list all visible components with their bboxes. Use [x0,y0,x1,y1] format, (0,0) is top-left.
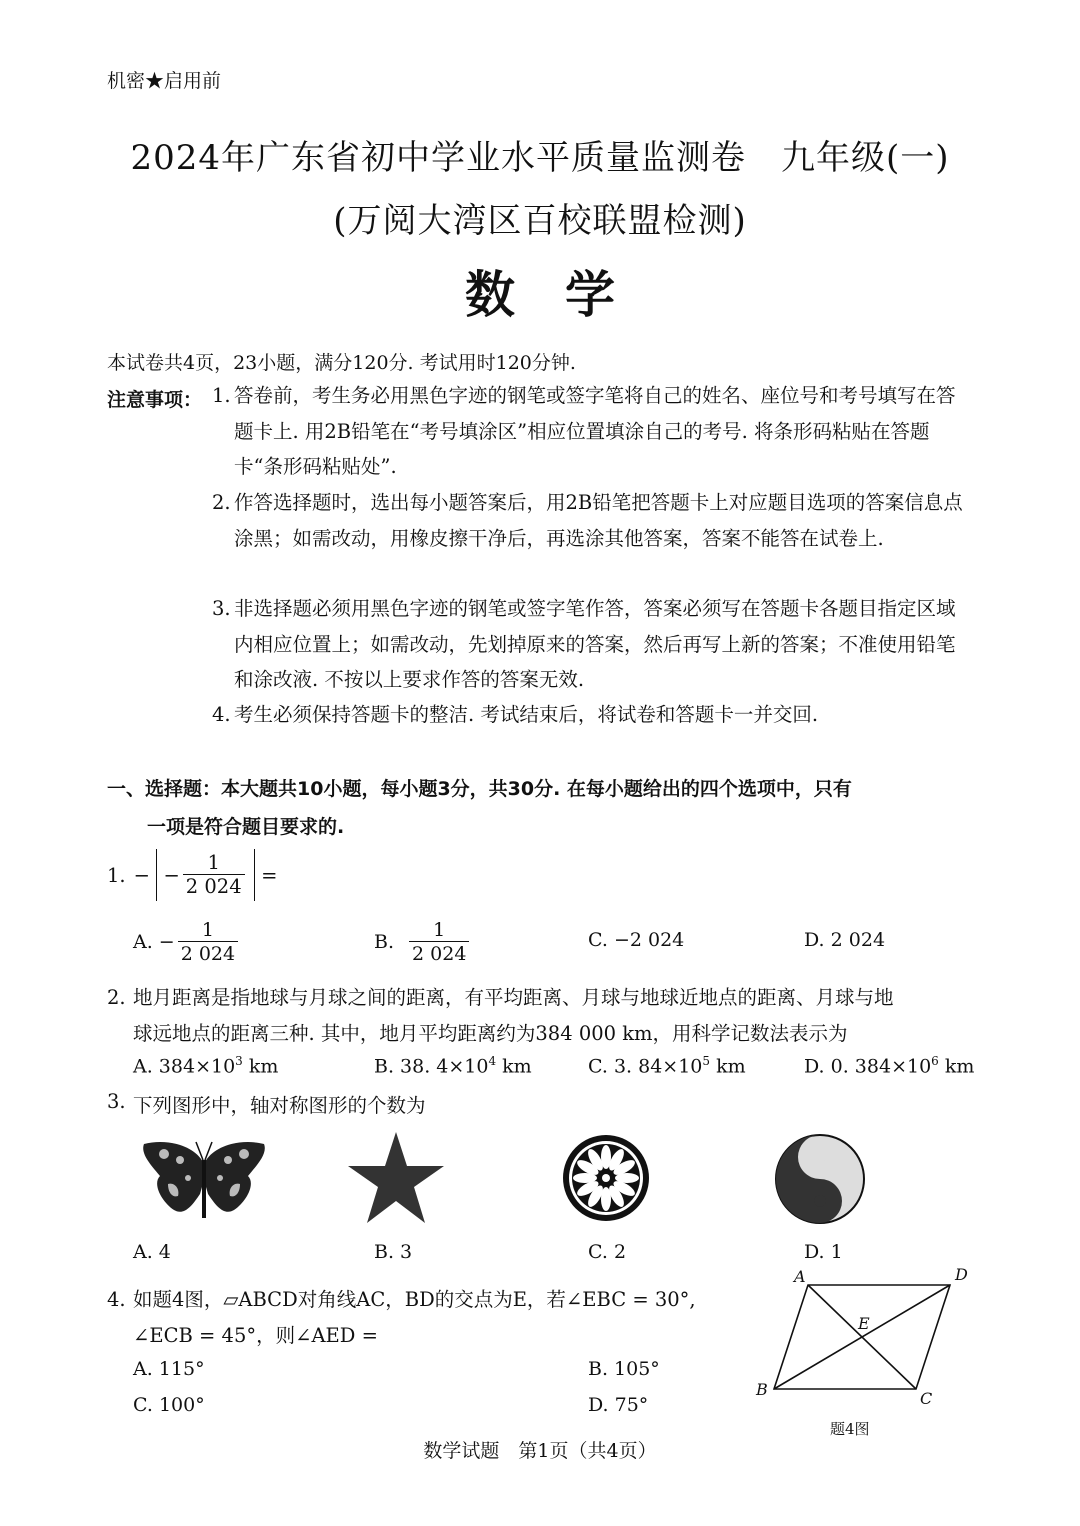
numerator: 1 [201,918,214,941]
note-item [212,591,977,701]
note-number: 2. [212,491,231,514]
option-c: C. 100° [133,1394,205,1416]
exponent: 4 [488,1054,497,1068]
option-c: C. −2 024 [588,929,685,951]
option-a [133,914,241,970]
exponent: 3 [235,1054,243,1068]
page-footer: 数学试题 第1页（共4页） [423,1440,657,1462]
option-label: B. [374,931,395,953]
rose-window-figure [561,1133,651,1223]
option-b: B. 3 [374,1241,413,1263]
label-e: E [858,1314,870,1333]
note-number: 3. [212,597,231,620]
unit: km [710,1055,746,1078]
option-d: D. 75° [588,1394,649,1416]
option-d [804,1054,974,1077]
fraction [409,919,469,966]
exam-intro: 本试卷共4页，23小题，满分120分. 考试用时120分钟. [107,352,576,374]
figure-caption: 题4图 [830,1420,870,1438]
option-d: D. 1 [804,1241,843,1263]
exam-subtitle: (万阅大湾区百校联盟检测) [333,201,747,241]
minus-sign: − [133,863,150,887]
note-text: 作答选择题时，选出每小题答案后，用2B铅笔把答题卡上对应题目选项的答案信息点涂黑；如需改动，用橡皮擦干净后，再选涂其他答案，答案不能答在试卷上. [234,491,963,550]
note-text: 考生必须保持答题卡的整洁. 考试结束后，将试卷和答题卡一并交回. [234,703,819,726]
label-b: B [756,1380,768,1399]
note-number: 4. [212,703,231,726]
subject-title: 数学 [465,266,665,324]
parallelogram-figure [750,1262,980,1412]
minus-sign: − [158,931,175,953]
diagonal-bd [774,1285,950,1389]
note-item [212,485,977,595]
star-figure [346,1130,446,1226]
option-a [133,1054,278,1077]
label-c: C [920,1389,933,1408]
question-number: 4. [107,1288,126,1311]
option-c: C. 2 [588,1241,627,1263]
question-text: 地月距离是指地球与月球之间的距离，有平均距离、月球与地球近地点的距离、月球与地 [133,986,894,1009]
denominator: 2 024 [409,941,469,966]
question-2 [107,980,977,1052]
notes-label: 注意事项： [107,389,203,411]
option-text: B. 38. 4×10 [374,1055,489,1078]
butterfly-figure [138,1136,270,1226]
denominator: 2 024 [178,941,238,966]
fraction [183,852,245,899]
question-3 [107,1090,426,1118]
note-text: 答卷前，考生务必用黑色字迹的钢笔或签字笔将自己的姓名、座位号和考号填写在答题卡上. 用2B铅笔在“考号填涂区”相应位置填涂自己的考号. 将条形码粘贴在答题卡“条形码粘贴处”. [234,384,956,478]
question-number: 3. [107,1090,126,1113]
option-text: C. 3. 84×10 [588,1055,703,1078]
numerator: 1 [207,850,220,874]
option-a: A. 115° [133,1358,205,1380]
confidential-label: 机密★启用前 [107,70,222,92]
label-d: D [955,1265,968,1284]
note-text: 非选择题必须用黑色字迹的钢笔或签字笔作答，答案必须写在答题卡各题目指定区域内相应位置上；如需改动，先划掉原来的答案，然后再写上新的答案；不准使用铅笔和涂改液. 不按以上要求作答的答案无效. [234,597,956,691]
question-number: 2. [107,986,126,1009]
option-c [588,1054,746,1077]
numerator: 1 [433,918,446,941]
note-number: 1. [212,384,231,407]
abs-bar [156,849,158,901]
question-1 [107,847,277,903]
abs-bar [254,849,256,901]
section-line: 一、选择题：本大题共10小题，每小题3分，共30分. 在每小题给出的四个选项中，只有 [107,778,852,800]
question-number: 1. [107,863,126,887]
section-heading [107,770,977,846]
minus-sign: − [163,863,180,887]
question-text: 如题4图，▱ABCD对角线AC，BD的交点为E，若∠EBC = 30°, [133,1288,696,1311]
note-item [212,697,977,737]
option-text: A. 384×10 [133,1055,236,1078]
option-label: A. [133,931,153,953]
question-text: 下列图形中，轴对称图形的个数为 [133,1094,426,1117]
label-a: A [794,1267,806,1286]
fraction [178,919,238,966]
question-4 [107,1282,767,1354]
option-text: D. 0. 384×10 [804,1055,932,1078]
exam-title: 2024年广东省初中学业水平质量监测卷 九年级(一) [130,138,950,178]
unit: km [938,1055,975,1078]
option-b: B. 105° [588,1358,660,1380]
question-text: ∠ECB = 45°，则∠AED = [133,1324,378,1347]
unit: km [242,1055,279,1078]
equals-sign: = [261,863,278,887]
section-line: 一项是符合题目要求的. [147,816,345,838]
unit: km [496,1055,532,1078]
question-text: 球远地点的距离三种. 其中，地月平均距离约为384 000 km，用科学记数法表示为 [133,1022,848,1045]
yin-yang-figure [774,1133,866,1225]
note-item [212,378,977,488]
option-b [374,1054,532,1077]
exponent: 5 [702,1054,711,1068]
denominator: 2 024 [183,874,245,899]
exponent: 6 [931,1054,939,1068]
option-b [374,914,472,970]
option-d: D. 2 024 [804,929,886,951]
option-a: A. 4 [133,1241,171,1263]
